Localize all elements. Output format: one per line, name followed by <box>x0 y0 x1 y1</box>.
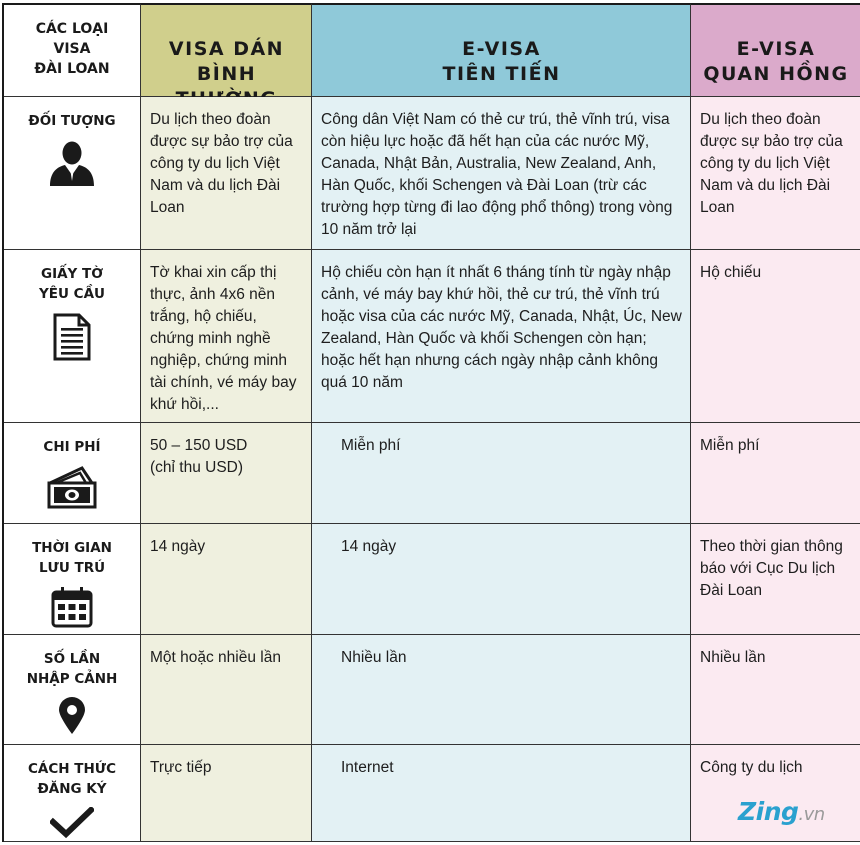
cell-tien-tien-doi-tuong: Công dân Việt Nam có thẻ cư trú, thẻ vĩnh trú, visa còn hiệu lực hoặc đã hết hạn của các nước Mỹ, Canada, Nhật Bản, Australia, New Zealand, Anh, Hàn Quốc, khối Schengen và Đài Loan (trừ các trường hợp từng đi lao động phổ thông) trong vòng 10 năm trở lại <box>312 97 691 250</box>
zing-logo-suffix: .vn <box>798 804 825 825</box>
cell-visa-dan-thoi-gian: 14 ngày <box>141 524 312 635</box>
header-evisa-quan-hong-label: E-VISA QUAN HỒNG <box>703 38 849 85</box>
row-label-text: GIẤY TỜ YÊU CẦU <box>39 266 105 302</box>
row-label-text: ĐỐI TƯỢNG <box>28 113 116 129</box>
row-label-so-lan <box>4 635 141 745</box>
corner-header-label: CÁC LOẠI VISA ĐÀI LOAN <box>34 21 110 77</box>
cell-quan-hong-doi-tuong: Du lịch theo đoàn được sự bảo trợ của công ty du lịch Việt Nam và du lịch Đài Loan <box>691 97 860 250</box>
person-icon <box>47 139 97 187</box>
row-label-text: CÁCH THỨC ĐĂNG KÝ <box>28 761 116 797</box>
cell-quan-hong-so-lan: Nhiều lần <box>691 635 860 745</box>
cell-tien-tien-giay-to: Hộ chiếu còn hạn ít nhất 6 tháng tính từ ngày nhập cảnh, vé máy bay khứ hồi, thẻ cư trú, thẻ vĩnh trú hoặc visa của các nước Mỹ, Canada, Nhật, Úc, New Zealand, Hàn Quốc và khối Schengen còn hạn; hoặc hết hạn nhưng cách ngày nhập cảnh không quá 10 năm <box>312 250 691 423</box>
cell-visa-dan-chi-phi: 50 – 150 USD (chỉ thu USD) <box>141 423 312 524</box>
row-label-thoi-gian <box>4 524 141 635</box>
zing-logo <box>738 797 825 826</box>
corner-header-cell <box>4 3 141 97</box>
row-label-giay-to <box>4 250 141 423</box>
header-evisa-quan-hong <box>691 3 860 97</box>
header-visa-dan-label: VISA DÁN BÌNH <box>168 38 285 85</box>
cell-visa-dan-so-lan: Một hoặc nhiều lần <box>141 635 312 745</box>
calendar-icon <box>51 586 93 628</box>
row-label-doi-tuong <box>4 97 141 250</box>
header-visa-dan <box>141 3 312 97</box>
row-label-cach-thuc <box>4 745 141 842</box>
cell-quan-hong-chi-phi: Miễn phí <box>691 423 860 524</box>
cell-tien-tien-thoi-gian: 14 ngày <box>312 524 691 635</box>
cell-tien-tien-cach-thuc: Internet <box>312 745 691 842</box>
cell-quan-hong-cach-thuc: Công ty du lịch <box>691 745 860 842</box>
cell-visa-dan-giay-to: Tờ khai xin cấp thị thực, ảnh 4x6 nền trắng, hộ chiếu, chứng minh nghề nghiệp, chứng minh tài chính, vé máy bay khứ hồi,... <box>141 250 312 423</box>
row-label-chi-phi <box>4 423 141 524</box>
location-pin-icon <box>57 697 87 735</box>
checkmark-icon <box>50 807 94 839</box>
visa-comparison-table <box>2 3 858 842</box>
money-icon <box>46 465 98 509</box>
cell-quan-hong-giay-to: Hộ chiếu <box>691 250 860 423</box>
header-evisa-tien-tien <box>312 3 691 97</box>
row-label-text: CHI PHÍ <box>43 439 101 455</box>
cell-tien-tien-chi-phi: Miễn phí <box>312 423 691 524</box>
cell-tien-tien-so-lan: Nhiều lần <box>312 635 691 745</box>
row-label-text: SỐ LẦN NHẬP CẢNH <box>26 651 118 687</box>
row-label-text: THỜI GIAN LƯU TRÚ <box>32 540 112 576</box>
cell-visa-dan-cach-thuc: Trực tiếp <box>141 745 312 842</box>
document-icon <box>52 312 92 362</box>
cell-visa-dan-doi-tuong: Du lịch theo đoàn được sự bảo trợ của công ty du lịch Việt Nam và du lịch Đài Loan <box>141 97 312 250</box>
header-evisa-tien-tien-label: E-VISA TIÊN TIẾN <box>442 38 561 85</box>
cell-quan-hong-thoi-gian: Theo thời gian thông báo với Cục Du lịch Đài Loan <box>691 524 860 635</box>
zing-logo-brand: Zing <box>738 797 799 826</box>
